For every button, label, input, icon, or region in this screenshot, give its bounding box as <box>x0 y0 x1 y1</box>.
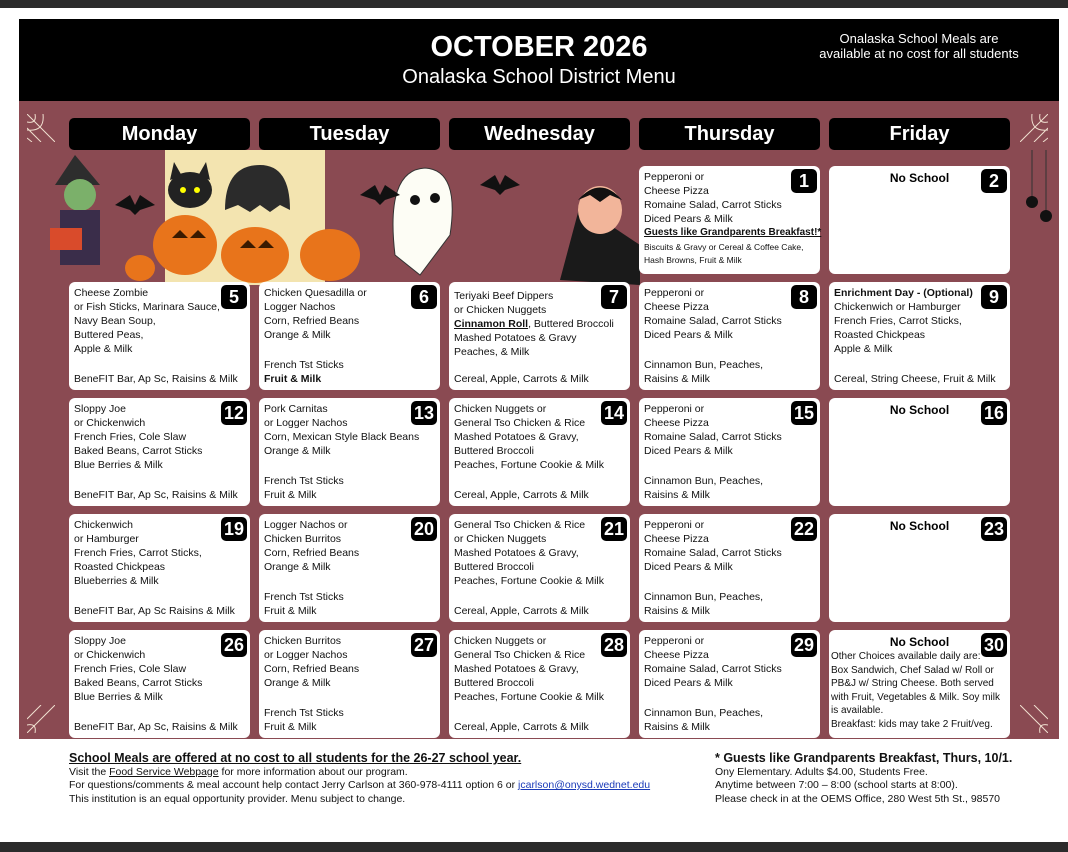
breakfast-text: BeneFIT Bar, Ap Sc, Raisins & Milk <box>74 489 238 501</box>
footer-left <box>69 752 650 806</box>
breakfast-text: BeneFIT Bar, Ap Sc, Raisins & Milk <box>74 721 238 733</box>
breakfast-text: French Tst Sticks Fruit & Milk <box>264 707 344 733</box>
breakfast-text: Cinnamon Bun, Peaches, Raisins & Milk <box>644 475 764 501</box>
no-school-label: No School <box>889 403 950 417</box>
menu-text: Pepperoni or Cheese Pizza Romaine Salad, Carrot Sticks Diced Pears & Milk <box>644 519 782 573</box>
menu-text: Chicken Nuggets or General Tso Chicken & Rice Mashed Potatoes & Gravy, Buttered Broccoli Peaches, Fortune Cookie & Milk <box>454 403 604 471</box>
menu-text: Pork Carnitas or Logger Nachos Corn, Mexican Style Black Beans Orange & Milk <box>264 403 420 457</box>
menu-text: Sloppy Joe or Chickenwich French Fries, Cole Slaw Baked Beans, Carrot Sticks Blue Berries & Milk <box>74 635 203 703</box>
menu-text: Pepperoni or Cheese Pizza Romaine Salad, Carrot Sticks Diced Pears & Milk <box>644 287 782 341</box>
breakfast-text: BeneFIT Bar, Ap Sc Raisins & Milk <box>74 605 235 617</box>
day-cell-21 <box>449 514 630 622</box>
day-header-monday: Monday <box>69 118 250 150</box>
day-number: 1 <box>791 169 817 193</box>
day-cell-20 <box>259 514 440 622</box>
day-number: 29 <box>791 633 817 657</box>
day-cell-29 <box>639 630 820 738</box>
day-number: 19 <box>221 517 247 541</box>
top-bar <box>0 0 1068 8</box>
breakfast-text-bold: Fruit & Milk <box>264 373 322 385</box>
vampire-icon <box>560 186 640 285</box>
enrichment-day-label: Enrichment Day - (Optional) <box>834 287 973 299</box>
cobweb-icon <box>1020 114 1048 142</box>
footer-line <box>69 779 650 793</box>
no-school-label: No School <box>889 519 950 533</box>
footer-text: Visit the <box>69 765 110 778</box>
day-number: 21 <box>601 517 627 541</box>
menu-text: General Tso Chicken & Rice or Chicken Nuggets Mashed Potatoes & Gravy, Buttered Broccoli Peaches, Fortune Cookie & Milk <box>454 519 604 587</box>
menu-text: Teriyaki Beef Dippers or Chicken Nuggets <box>454 290 554 316</box>
day-number: 20 <box>411 517 437 541</box>
menu-text: Chicken Nuggets or General Tso Chicken & Rice Mashed Potatoes & Gravy, Buttered Broccoli Peaches, Fortune Cookie & Milk <box>454 635 604 703</box>
day-cell-16 <box>829 398 1010 506</box>
day-cell-8 <box>639 282 820 390</box>
day-cell-12 <box>69 398 250 506</box>
breakfast-text: Cinnamon Bun, Peaches, Raisins & Milk <box>644 359 764 385</box>
header-note: Onalaska School Meals are available at no cost for all students <box>819 31 1019 61</box>
day-number: 5 <box>221 285 247 309</box>
day-cell-28 <box>449 630 630 738</box>
guest-breakfast-heading: * Guests like Grandparents Breakfast, Thurs, 10/1. <box>715 751 1013 765</box>
cobweb-icon <box>27 705 55 733</box>
day-number: 22 <box>791 517 817 541</box>
day-header-tuesday: Tuesday <box>259 118 440 150</box>
day-cell-1 <box>639 166 820 274</box>
day-cell-15 <box>639 398 820 506</box>
page-title: OCTOBER 2026 <box>430 31 648 63</box>
food-service-link[interactable]: Food Service Webpage <box>109 765 219 778</box>
footer-right <box>715 752 1012 806</box>
menu-text: Pepperoni or Cheese Pizza Romaine Salad, Carrot Sticks Diced Pears & Milk <box>644 635 782 689</box>
breakfast-text: French Tst Sticks <box>264 359 344 371</box>
menu-text: Mashed Potatoes & Gravy Peaches, & Milk <box>454 332 577 358</box>
day-cell-30 <box>829 630 1010 738</box>
email-link[interactable]: jcarlson@onysd.wednet.edu <box>518 779 651 791</box>
breakfast-menu: Biscuits & Gravy or Cereal & Coffee Cake, Hash Browns, Fruit & Milk <box>644 242 804 265</box>
breakfast-text: Cereal, String Cheese, Fruit & Milk <box>834 373 996 385</box>
day-cell-14 <box>449 398 630 506</box>
witch-icon <box>50 155 100 265</box>
cinnamon-roll-label: Cinnamon Roll <box>454 318 529 330</box>
day-number: 14 <box>601 401 627 425</box>
day-header-thursday: Thursday <box>639 118 820 150</box>
day-cell-9 <box>829 282 1010 390</box>
day-number: 9 <box>981 285 1007 309</box>
breakfast-text: French Tst Sticks Fruit & Milk <box>264 475 344 501</box>
menu-text: Cheese Zombie or Fish Sticks, Marinara Sauce, Navy Bean Soup, Buttered Peas, Apple & Milk <box>74 287 220 355</box>
day-number: 6 <box>411 285 437 309</box>
menu-text: Chickenwich or Hamburger French Fries, Carrot Sticks, Roasted Chickpeas Apple & Milk <box>834 301 962 355</box>
day-cell-26 <box>69 630 250 738</box>
cobweb-icon <box>1020 705 1048 733</box>
menu-text: , Buttered Broccoli <box>528 318 614 330</box>
spider-icon <box>1018 150 1058 230</box>
footer-line <box>69 766 650 780</box>
day-number: 23 <box>981 517 1007 541</box>
day-number: 2 <box>981 169 1007 193</box>
bottom-bar <box>0 842 1068 852</box>
footer-line: Ony Elementary. Adults $4.00, Students Free. <box>715 765 928 778</box>
day-number: 16 <box>981 401 1007 425</box>
breakfast-text: BeneFIT Bar, Ap Sc, Raisins & Milk <box>74 373 238 385</box>
breakfast-text: Cereal, Apple, Carrots & Milk <box>454 721 589 733</box>
footer-line: Anytime between 7:00 – 8:00 (school starts at 8:00). <box>715 779 958 791</box>
menu-text: Logger Nachos or Chicken Burritos Corn, Refried Beans Orange & Milk <box>264 519 360 573</box>
day-cell-5 <box>69 282 250 390</box>
menu-text: Chicken Quesadilla or Logger Nachos Corn, Refried Beans Orange & Milk <box>264 287 367 341</box>
day-number: 15 <box>791 401 817 425</box>
menu-text: Pepperoni or Cheese Pizza Romaine Salad, Carrot Sticks Diced Pears & Milk <box>644 171 782 225</box>
day-cell-22 <box>639 514 820 622</box>
other-choices-text: Other Choices available daily are: Box Sandwich, Chef Salad w/ Roll or PB&J w/ String Cheese. Both served with Fruit, Vegetables & Milk. Soy milk is available. Breakfast: kids may take 2 Fruit/veg. <box>831 651 1000 730</box>
menu-text-roll <box>454 317 629 331</box>
day-number: 12 <box>221 401 247 425</box>
footer-heading: School Meals are offered at no cost to all students for the 26-27 school year. <box>69 751 522 765</box>
day-cell-23 <box>829 514 1010 622</box>
day-cell-2 <box>829 166 1010 274</box>
breakfast-text: French Tst Sticks Fruit & Milk <box>264 591 344 617</box>
footer-text: for more information about our program. <box>218 765 408 778</box>
breakfast-text: Cereal, Apple, Carrots & Milk <box>454 373 589 385</box>
menu-text: Pepperoni or Cheese Pizza Romaine Salad, Carrot Sticks Diced Pears & Milk <box>644 403 782 457</box>
day-number: 28 <box>601 633 627 657</box>
menu-text: Chickenwich or Hamburger French Fries, Carrot Sticks, Roasted Chickpeas Blueberries & Milk <box>74 519 202 587</box>
halloween-decoration <box>40 150 640 285</box>
no-school-label: No School <box>889 635 950 649</box>
day-header-friday: Friday <box>829 118 1010 150</box>
day-cell-13 <box>259 398 440 506</box>
page-subtitle: Onalaska School District Menu <box>402 66 676 88</box>
day-cell-27 <box>259 630 440 738</box>
no-school-label: No School <box>889 171 950 185</box>
menu-text: Chicken Burritos or Logger Nachos Corn, Refried Beans Orange & Milk <box>264 635 360 689</box>
breakfast-text: Cinnamon Bun, Peaches, Raisins & Milk <box>644 707 764 733</box>
menu-text: Sloppy Joe or Chickenwich French Fries, Cole Slaw Baked Beans, Carrot Sticks Blue Berries & Milk <box>74 403 203 471</box>
day-number: 7 <box>601 285 627 309</box>
guest-breakfast-note: Guests like Grandparents Breakfast!* <box>644 227 822 238</box>
breakfast-text: Cereal, Apple, Carrots & Milk <box>454 605 589 617</box>
day-cell-6 <box>259 282 440 390</box>
day-number: 30 <box>981 633 1007 657</box>
footer-line: Please check in at the OEMS Office, 280 West 5th St., 98570 <box>715 792 1001 805</box>
day-number: 8 <box>791 285 817 309</box>
header <box>19 19 1059 101</box>
footer-text: For questions/comments & meal account help contact Jerry Carlson at 360-978-4111 option 6 or <box>69 779 519 791</box>
day-number: 26 <box>221 633 247 657</box>
footer-line: This institution is an equal opportunity provider. Menu subject to change. <box>69 792 406 805</box>
cobweb-icon <box>27 114 55 142</box>
day-number: 13 <box>411 401 437 425</box>
breakfast-text: Cereal, Apple, Carrots & Milk <box>454 489 589 501</box>
day-cell-19 <box>69 514 250 622</box>
breakfast-text: Cinnamon Bun, Peaches, Raisins & Milk <box>644 591 764 617</box>
day-number: 27 <box>411 633 437 657</box>
day-header-wednesday: Wednesday <box>449 118 630 150</box>
day-cell-7 <box>449 282 630 390</box>
